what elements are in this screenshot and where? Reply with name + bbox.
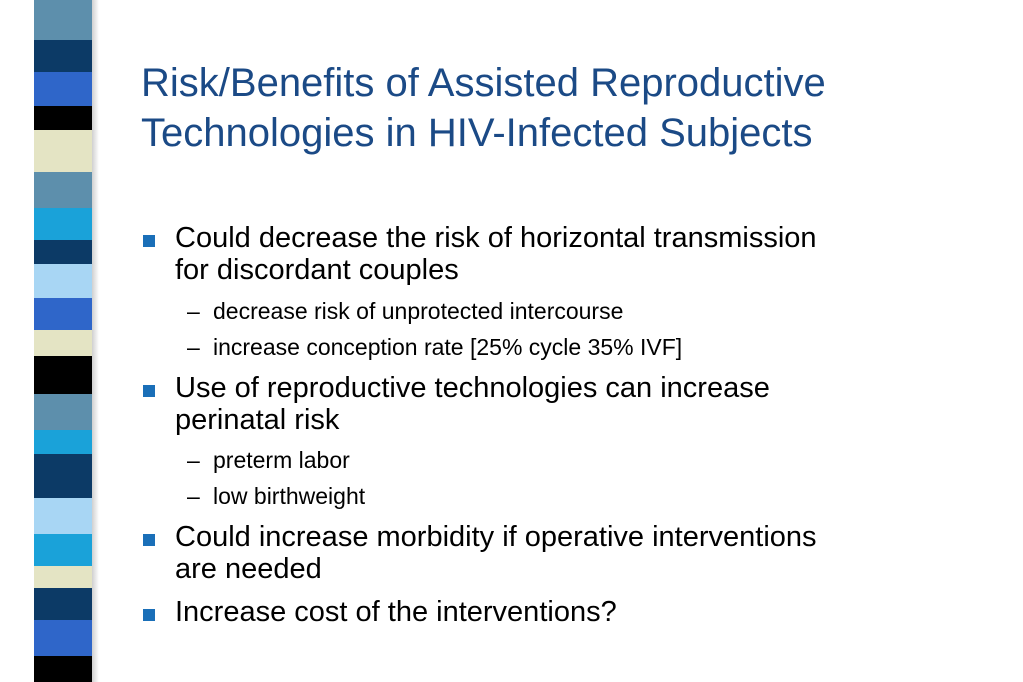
- stripe-segment: [34, 620, 92, 656]
- stripe-segment: [34, 534, 92, 566]
- sub-bullet-item: [187, 333, 682, 361]
- sub-bullet-text: increase conception rate [25% cycle 35% IVF]: [213, 334, 683, 360]
- stripe-segment: [34, 0, 92, 40]
- slide-title-line: Technologies in HIV-Infected Subjects: [141, 111, 813, 155]
- bullet-text: [175, 521, 817, 585]
- stripe-segment: [34, 172, 92, 208]
- stripe-segment: [34, 656, 92, 682]
- stripe-segment: [34, 566, 92, 588]
- stripe-segment: [34, 588, 92, 620]
- sub-bullet-item: [187, 482, 365, 510]
- square-bullet-icon: [143, 534, 155, 546]
- stripe-segment: [34, 72, 92, 106]
- bullet-text: [175, 222, 817, 286]
- stripe-segment: [34, 106, 92, 130]
- bullet-text: [175, 596, 617, 628]
- stripe-segment: [34, 330, 92, 356]
- bullet-line: Use of reproductive technologies can increase: [175, 372, 770, 404]
- square-bullet-icon: [143, 235, 155, 247]
- stripe-segment: [34, 264, 92, 298]
- slide-title-line: Risk/Benefits of Assisted Reproductive: [141, 61, 826, 105]
- stripe-segment: [34, 454, 92, 498]
- bullet-line: are needed: [175, 553, 322, 585]
- dash-icon: –: [187, 298, 200, 324]
- stripe-segment: [34, 208, 92, 240]
- bullet-line: perinatal risk: [175, 404, 340, 436]
- stripe-segment: [34, 498, 92, 534]
- dash-icon: –: [187, 447, 200, 473]
- stripe-segment: [34, 40, 92, 72]
- dash-icon: –: [187, 334, 200, 360]
- stripe-segment: [34, 430, 92, 454]
- sub-bullet-text: low birthweight: [213, 483, 366, 509]
- dash-icon: –: [187, 483, 200, 509]
- sub-bullet-text: preterm labor: [213, 447, 350, 473]
- decorative-stripe-bar: [34, 0, 92, 682]
- square-bullet-icon: [143, 609, 155, 621]
- bullet-line: Increase cost of the interventions?: [175, 596, 617, 628]
- bullet-line: Could decrease the risk of horizontal transmission: [175, 222, 817, 254]
- stripe-shadow: [92, 0, 99, 682]
- stripe-segment: [34, 356, 92, 394]
- sub-bullet-item: [187, 297, 623, 325]
- slide-body: [140, 0, 1000, 682]
- stripe-segment: [34, 240, 92, 264]
- bullet-line: for discordant couples: [175, 254, 459, 286]
- stripe-segment: [34, 298, 92, 330]
- bullet-line: Could increase morbidity if operative interventions: [175, 521, 817, 553]
- sub-bullet-text: decrease risk of unprotected intercourse: [213, 298, 624, 324]
- stripe-segment: [34, 394, 92, 430]
- bullet-text: [175, 372, 770, 436]
- sub-bullet-item: [187, 446, 350, 474]
- stripe-segment: [34, 130, 92, 172]
- square-bullet-icon: [143, 385, 155, 397]
